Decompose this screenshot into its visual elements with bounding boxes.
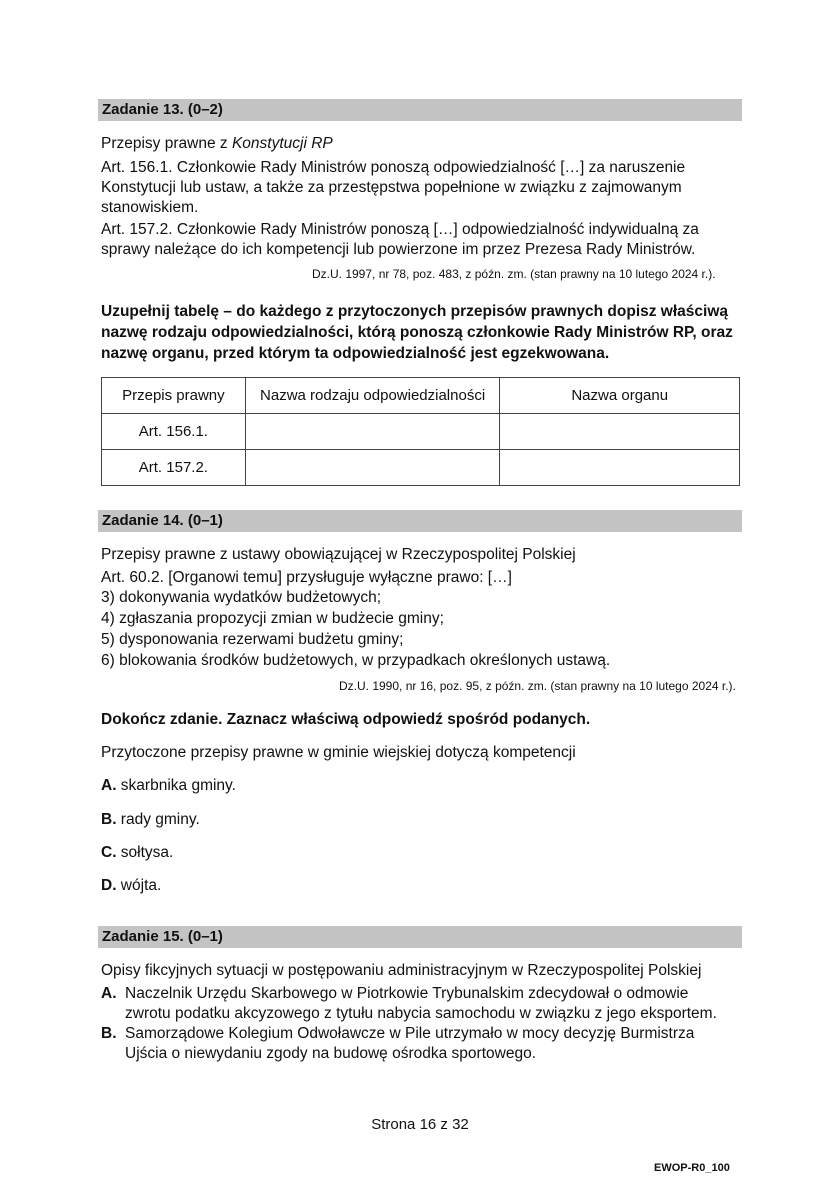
task-14-instruction: Dokończ zdanie. Zaznacz właściwą odpowiedź spośród podanych. xyxy=(101,711,591,728)
table-header-row xyxy=(102,378,740,414)
task-13-line: stanowiskiem. xyxy=(101,199,199,216)
page-number: Strona 16 z 32 xyxy=(371,1116,469,1133)
task-13-intro-prefix: Przepisy prawne z xyxy=(101,135,232,152)
task-14-source: Dz.U. 1990, nr 16, poz. 95, z późn. zm. (stan prawny na 10 lutego 2024 r.). xyxy=(339,679,736,693)
task-14-line: 6) blokowania środków budżetowych, w przypadkach określonych ustawą. xyxy=(101,652,611,669)
answer-table xyxy=(101,377,740,486)
table-cell-article: Art. 157.2. xyxy=(102,450,246,486)
task-13-line: Art. 156.1. Członkowie Rady Ministrów ponoszą odpowiedzialność […] za naruszenie xyxy=(101,159,686,176)
task-14-line: 5) dysponowania rezerwami budżetu gminy; xyxy=(101,631,404,648)
answer-cell-organ[interactable] xyxy=(500,450,740,486)
exam-code: EWOP-R0_100 xyxy=(654,1162,730,1174)
task-14-intro: Przepisy prawne z ustawy obowiązującej w Rzeczypospolitej Polskiej xyxy=(101,546,576,563)
table-row xyxy=(102,450,740,486)
task-13-instruction-line: Uzupełnij tabelę – do każdego z przytoczonych przepisów prawnych dopisz właściwą xyxy=(101,303,729,320)
task-15-header: Zadanie 15. (0–1) xyxy=(98,926,742,948)
answer-cell-responsibility[interactable] xyxy=(245,414,500,450)
option-d[interactable] xyxy=(101,876,161,896)
task-13-intro xyxy=(101,134,333,154)
task-14-line: 4) zgłaszania propozycji zmian w budżecie gminy; xyxy=(101,610,444,627)
task-13-source: Dz.U. 1997, nr 78, poz. 483, z późn. zm. (stan prawny na 10 lutego 2024 r.). xyxy=(312,267,716,281)
option-letter: C. xyxy=(101,844,117,861)
option-text: skarbnika gminy. xyxy=(116,777,236,794)
option-letter: A. xyxy=(101,777,117,794)
item-line: zwrotu podatku akcyzowego z tytułu nabycia samochodu w związku z jego eksportem. xyxy=(125,1005,717,1022)
item-line: Naczelnik Urzędu Skarbowego w Piotrkowie Trybunalskim zdecydował o odmowie xyxy=(125,985,689,1002)
task-15-item-b xyxy=(101,1024,741,1064)
option-letter: D. xyxy=(101,877,117,894)
task-14-line: 3) dokonywania wydatków budżetowych; xyxy=(101,589,382,606)
table-header-cell: Przepis prawny xyxy=(102,378,246,414)
item-letter: A. xyxy=(101,985,117,1002)
item-line: Ujścia o niewydaniu zgody na budowę ośrodka sportowego. xyxy=(125,1045,536,1062)
option-b[interactable] xyxy=(101,810,200,830)
task-13-instruction-line: nazwę rodzaju odpowiedzialności, którą ponoszą członkowie Rady Ministrów RP, oraz xyxy=(101,324,733,341)
task-13-header: Zadanie 13. (0–2) xyxy=(98,99,742,121)
task-14-line: Art. 60.2. [Organowi temu] przysługuje wyłączne prawo: […] xyxy=(101,569,512,586)
option-a[interactable] xyxy=(101,776,236,796)
task-13-intro-em: Konstytucji RP xyxy=(231,135,333,152)
item-line: Samorządowe Kolegium Odwoławcze w Pile utrzymało w mocy decyzję Burmistrza xyxy=(125,1025,695,1042)
task-13-instruction-line: nazwę organu, przed którym ta odpowiedzialność jest egzekwowana. xyxy=(101,345,610,362)
table-header-cell: Nazwa rodzaju odpowiedzialności xyxy=(245,378,500,414)
option-text: wójta. xyxy=(116,877,162,894)
table-row xyxy=(102,414,740,450)
answer-cell-organ[interactable] xyxy=(500,414,740,450)
option-text: sołtysa. xyxy=(116,844,174,861)
task-13-line: Art. 157.2. Członkowie Rady Ministrów ponoszą […] odpowiedzialność indywidualną za xyxy=(101,221,699,238)
task-15-intro: Opisy fikcyjnych sytuacji w postępowaniu administracyjnym w Rzeczypospolitej Polskiej xyxy=(101,962,702,979)
task-13-line: sprawy należące do ich kompetencji lub powierzone im przez Prezesa Rady Ministrów. xyxy=(101,241,696,258)
task-14-stem: Przytoczone przepisy prawne w gminie wiejskiej dotyczą kompetencji xyxy=(101,744,576,761)
item-letter: B. xyxy=(101,1025,117,1042)
answer-cell-responsibility[interactable] xyxy=(245,450,500,486)
option-text: rady gminy. xyxy=(116,811,200,828)
table-header-cell: Nazwa organu xyxy=(500,378,740,414)
table-cell-article: Art. 156.1. xyxy=(102,414,246,450)
task-13-line: Konstytucji lub ustaw, a także za przestępstwa popełnione w związku z zajmowanym xyxy=(101,179,682,196)
option-letter: B. xyxy=(101,811,117,828)
task-14-header: Zadanie 14. (0–1) xyxy=(98,510,742,532)
task-15-item-a xyxy=(101,984,741,1024)
option-c[interactable] xyxy=(101,843,173,863)
